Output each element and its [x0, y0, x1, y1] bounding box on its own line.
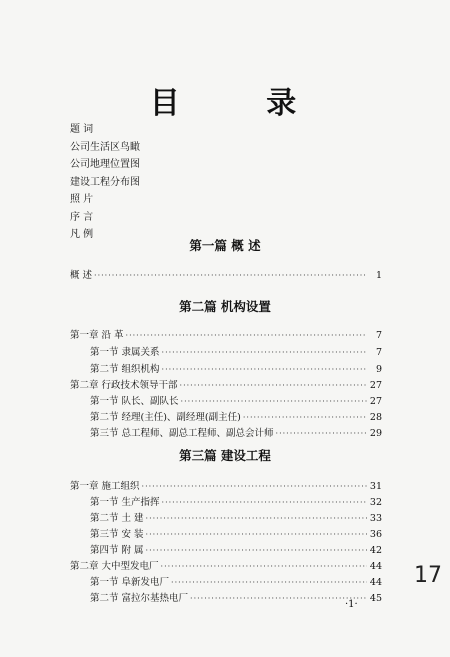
- toc-entry-label: 第一章 沿 革: [70, 330, 124, 341]
- leader-dots: [276, 429, 367, 438]
- toc-entry-page: 32: [369, 497, 382, 508]
- leader-dots: [146, 514, 367, 523]
- toc-entry-label: 第二章 大中型发电厂: [70, 561, 159, 572]
- leader-dots: [243, 413, 367, 422]
- toc-entry-label: 第三节 总工程师、副总工程师、副总会计师: [90, 428, 274, 439]
- part-heading: 第一篇 概 述: [189, 238, 261, 253]
- toc-entry-page: 33: [369, 513, 382, 524]
- leader-dots: [142, 482, 367, 491]
- leader-dots: [190, 594, 367, 603]
- toc-entry-page: 44: [369, 561, 382, 572]
- front-matter-item: 照 片: [70, 194, 94, 205]
- toc-entry: [90, 574, 382, 588]
- toc-entry-page: 45: [369, 593, 382, 604]
- toc-entry: [70, 558, 382, 572]
- toc-entry-label: 第四节 附 属: [90, 545, 144, 556]
- toc-entry: [90, 361, 382, 375]
- toc-entry: [70, 377, 382, 391]
- toc-entry: [90, 494, 382, 508]
- toc-entry: [90, 344, 382, 358]
- front-matter-list: [70, 121, 140, 244]
- front-matter-item: 建设工程分布图: [70, 176, 140, 188]
- toc-entry-label: 第二节 组织机构: [90, 364, 160, 375]
- toc-entry-label: 第二节 土 建: [90, 513, 144, 524]
- toc-entry: [70, 478, 382, 492]
- toc-entry-label: 第二节 经理(主任)、副经理(副主任): [90, 412, 241, 423]
- front-matter-item: 题 词: [70, 124, 94, 135]
- toc-entry-label: 第一节 生产指挥: [90, 497, 160, 508]
- toc-entry-label: 第三节 安 装: [90, 529, 144, 540]
- leader-dots: [180, 381, 367, 390]
- front-matter-item: 序 言: [70, 211, 94, 223]
- front-matter-item: 公司生活区鸟瞰: [70, 141, 140, 153]
- leader-dots: [162, 365, 367, 374]
- toc-entry: [90, 409, 382, 423]
- toc-entry: [90, 542, 382, 556]
- toc-entry-label: 第一章 施工组织: [70, 481, 140, 492]
- toc-entry-page: 7: [375, 347, 382, 358]
- toc-entry-page: 7: [375, 330, 382, 341]
- toc-entry: [90, 590, 382, 604]
- toc-entry: [90, 393, 382, 407]
- leader-dots: [146, 530, 367, 539]
- toc-entry: [70, 267, 382, 281]
- page-title: 目 录: [149, 86, 335, 121]
- leader-dots: [126, 331, 367, 340]
- toc-entry-page: 42: [369, 545, 382, 556]
- page-folio: ·1·: [345, 599, 358, 610]
- front-matter-item: 公司地理位置图: [70, 159, 140, 170]
- handwritten-margin-mark: 17: [414, 563, 442, 588]
- leader-dots: [146, 546, 367, 555]
- part-heading: 第二篇 机构设置: [179, 299, 271, 314]
- toc-entry-page: 29: [369, 428, 382, 439]
- toc-entry-page: 31: [369, 481, 382, 492]
- toc-entry-page: 27: [369, 380, 382, 391]
- toc-entry-page: 44: [369, 577, 382, 588]
- leader-dots: [162, 498, 367, 507]
- toc-entry-label: 第二节 富拉尔基热电厂: [90, 593, 189, 604]
- leader-dots: [181, 397, 367, 406]
- toc-entry-page: 27: [369, 396, 382, 407]
- toc-entry: [70, 327, 382, 341]
- toc-entry-label: 第一节 队长、副队长: [90, 396, 179, 407]
- toc-entry: [90, 526, 382, 540]
- front-matter-item: 凡 例: [70, 229, 94, 240]
- toc-entry: [90, 510, 382, 524]
- toc-entry-label: 第一节 阜新发电厂: [90, 577, 170, 588]
- toc-entry-page: 36: [369, 529, 382, 540]
- toc-entry: [90, 425, 382, 439]
- toc-entry-page: 9: [375, 364, 382, 375]
- leader-dots: [162, 348, 367, 357]
- leader-dots: [161, 562, 367, 571]
- toc-entry-label: 第一节 隶属关系: [90, 347, 160, 358]
- toc-entry-label: 第二章 行政技术领导干部: [70, 380, 178, 391]
- toc-entry-page: 28: [369, 412, 382, 423]
- toc-entry-page: 1: [375, 270, 382, 281]
- toc-entry-label: 概 述: [70, 270, 93, 281]
- part-heading: 第三篇 建设工程: [179, 448, 271, 463]
- leader-dots: [94, 271, 367, 280]
- leader-dots: [171, 578, 367, 587]
